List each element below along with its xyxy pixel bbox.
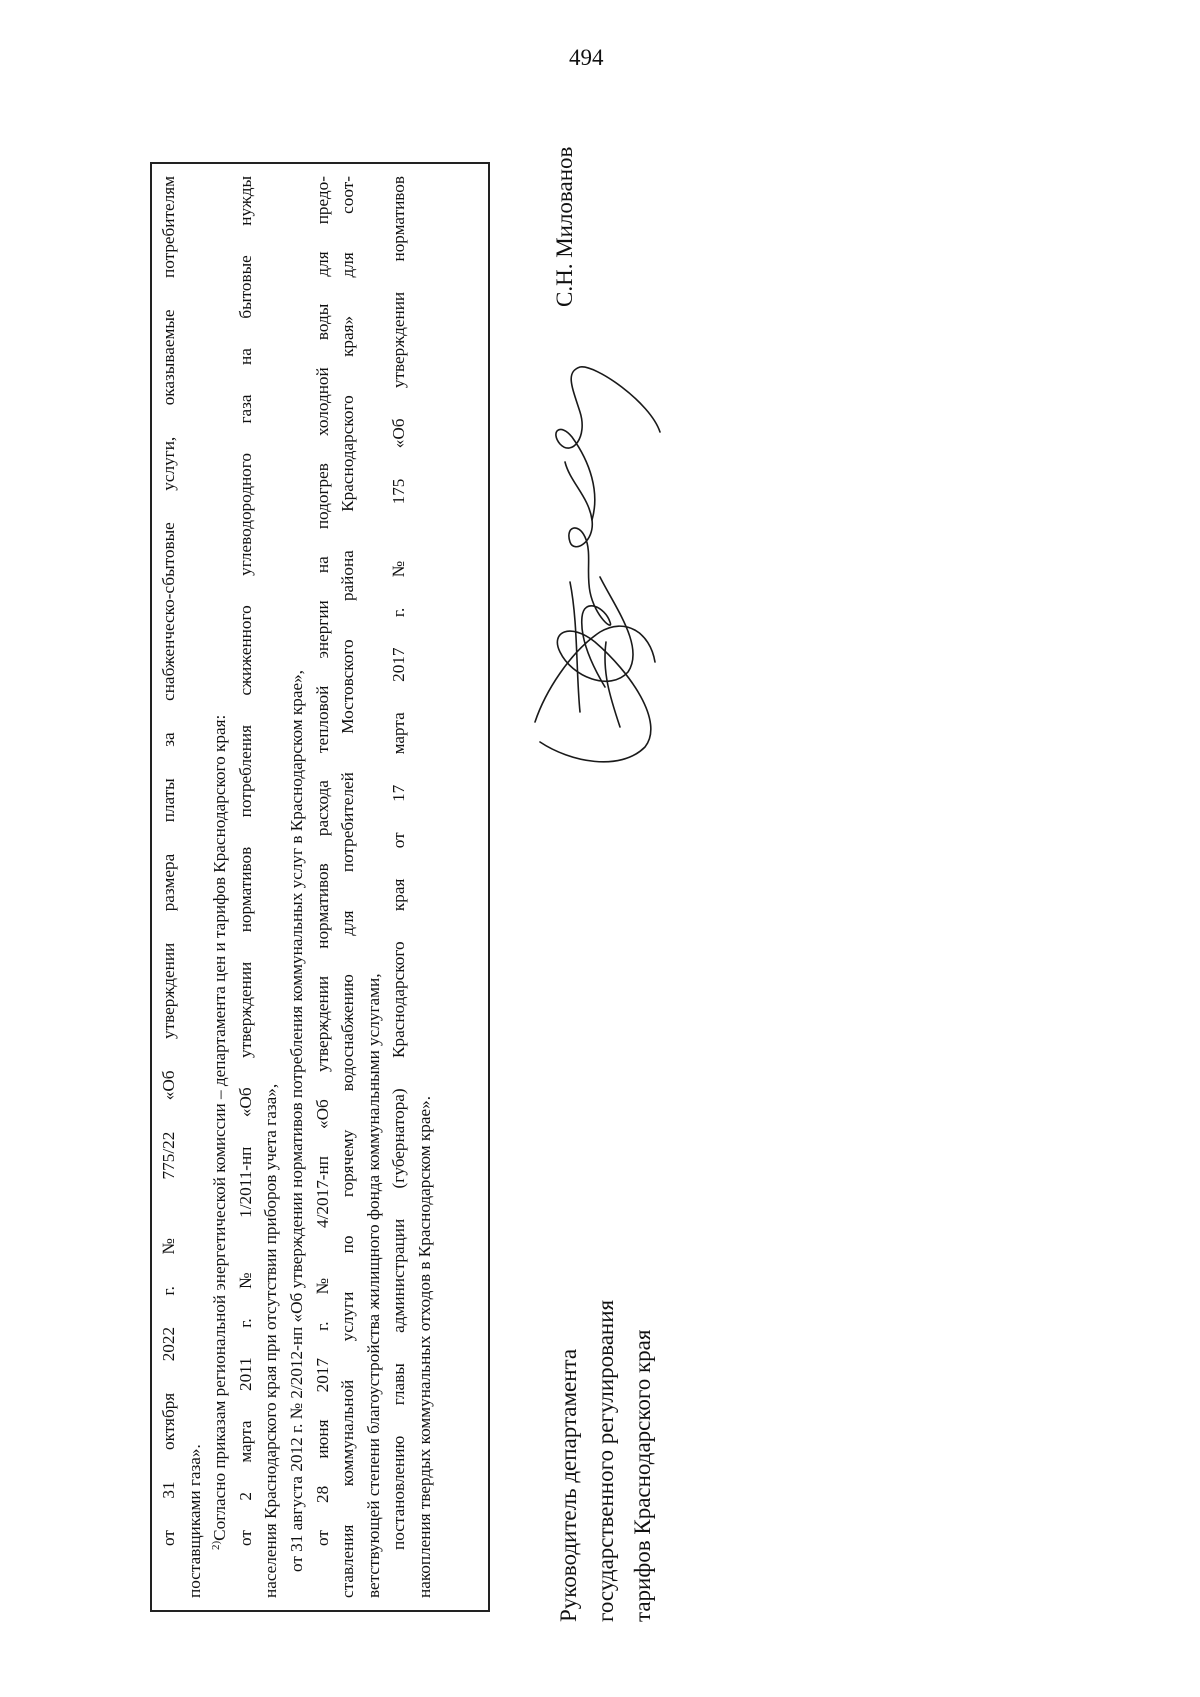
signatory-title-line: тарифов Краснодарского края xyxy=(630,1329,655,1622)
note-line: поставщиками газа». xyxy=(184,1444,204,1598)
note-line: накопления твердых коммунальных отходов в Краснодарском крае». xyxy=(414,1095,434,1598)
note-line: от 2 марта 2011 г. № 1/2011-нп «Об утверждении нормативов потребления сжиженного углеводородного газа на бытовые нужды xyxy=(235,176,255,1546)
footnote-marker: 2) xyxy=(210,1540,223,1550)
note-line: ветствующей степени благоустройства жилищного фонда коммунальными услугами, xyxy=(363,973,383,1598)
note-line: ставления коммунальной услуги по горячему водоснабжению для потребителей Мостовского района Краснодарского края» для соот- xyxy=(338,176,358,1598)
note-line: от 31 октября 2022 г. № 775/22 «Об утверждении размера платы за снабженческо-сбытовые услуги, оказываемые потребителям xyxy=(159,176,178,1546)
note-line: постановлению главы администрации (губернатора) Краснодарского края от 17 марта 2017 г. № 175 «Об утверждении нормативов xyxy=(389,176,409,1550)
signatory-title-line: Руководитель департамента xyxy=(556,1348,581,1622)
note-line: от 28 июня 2017 г. № 4/2017-нп «Об утверждении нормативов расхода тепловой энергии на подогрев холодной воды для предо- xyxy=(312,176,332,1546)
note-text: Согласно приказам региональной энергетической комиссии – департамента цен и тарифов Краснодарского края: xyxy=(210,714,230,1541)
rotated-content xyxy=(150,142,670,1622)
signatory-name: С.Н. Милованов xyxy=(552,146,577,307)
signatory-title-line: государственного регулирования xyxy=(593,1299,618,1622)
note-line xyxy=(207,176,233,1598)
handwritten-signature xyxy=(510,362,670,782)
footnotes-box xyxy=(150,162,490,1612)
page-number: 494 xyxy=(569,45,604,70)
note-line: населения Краснодарского края при отсутствии приборов учета газа», xyxy=(261,1083,281,1598)
signatory-title xyxy=(550,1300,661,1622)
note-line: от 31 августа 2012 г. № 2/2012-нп «Об утверждении нормативов потребления коммунальных услуг в Краснодарском крае», xyxy=(286,670,306,1572)
